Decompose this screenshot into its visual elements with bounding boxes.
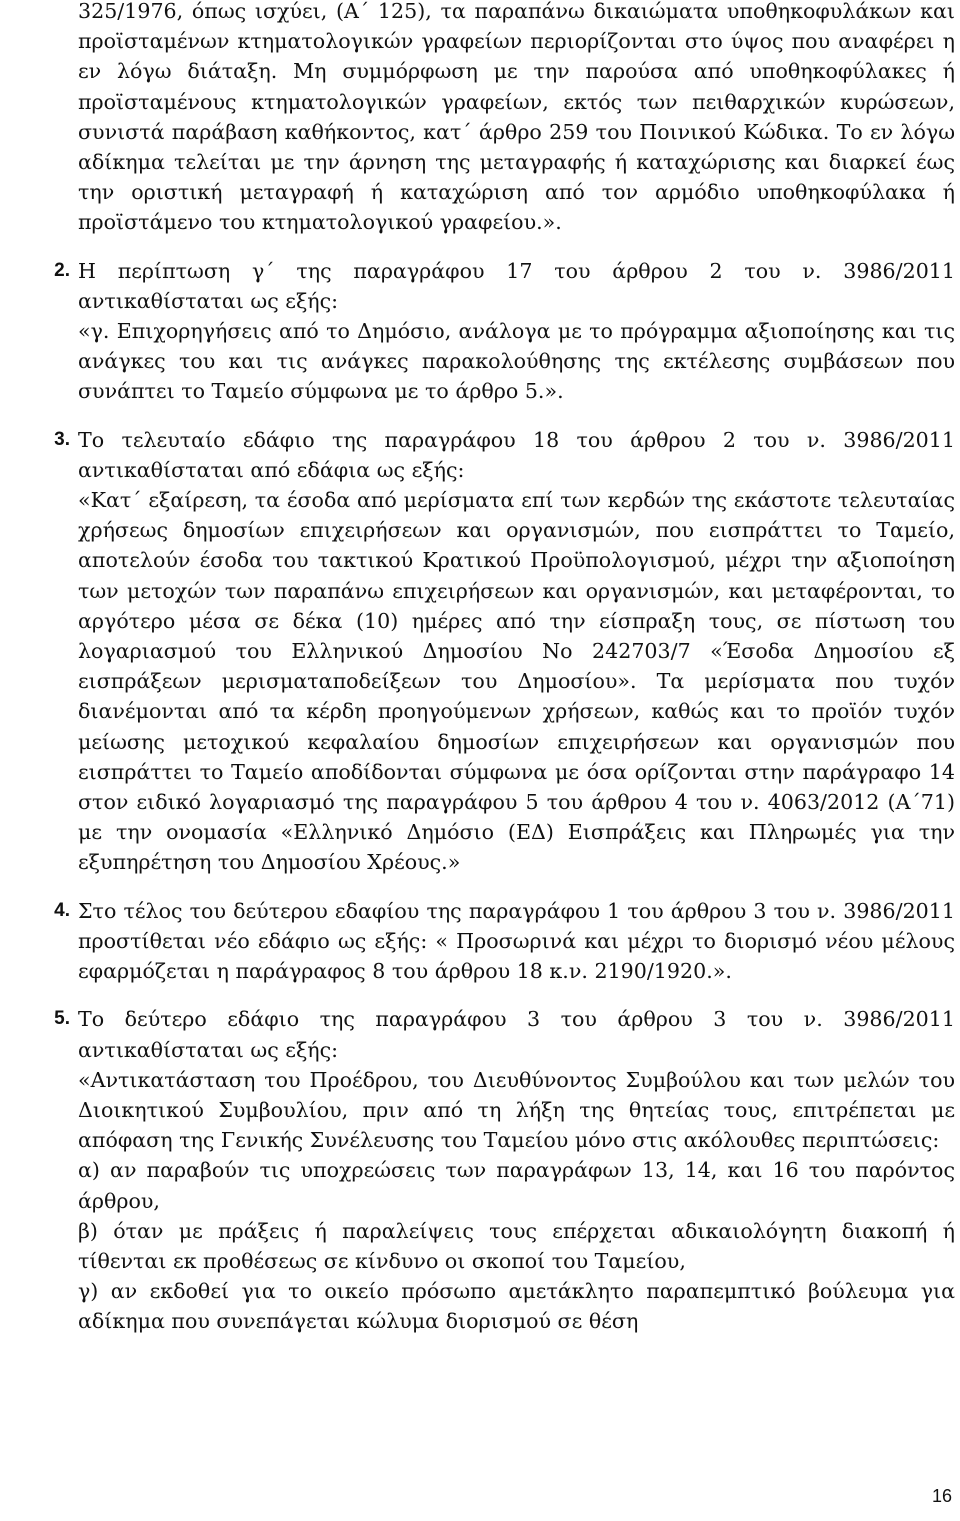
paragraph-text: 325/1976, όπως ισχύει, (Α΄ 125), τα παραπάνω δικαιώματα υποθηκοφυλάκων και προϊσταμένων κτηματολογικών γραφείων περιορίζονται στο ύψος που αναφέρει η εν λόγω διάταξη. Μη συμμόρφωση με την παρούσα από υποθηκοφύλακες ή προϊσταμένους κτηματολογικών γραφείων, εκτός των πειθαρχικών κυρώσεων, συνιστά παράβαση καθήκοντος, κατ΄ άρθρο 259 του Ποινικού Κώδικα. Το εν λόγω αδίκημα τελείται με την άρνηση της μεταγραφής ή καταχώρισης και διαρκεί έως την οριστική μεταγραφή ή καταχώριση από τον αρμόδιο υποθηκοφύλακα ή προϊστάμενο του κτηματολογικού γραφείου.». <box>78 0 955 235</box>
paragraph-line: Το δεύτερο εδάφιο της παραγράφου 3 του άρθρου 3 του ν. 3986/2011 αντικαθίσταται ως εξής: <box>78 1007 955 1062</box>
document-page <box>54 0 955 1337</box>
paragraph-line: «γ. Επιχορηγήσεις από το Δημόσιο, ανάλογα με το πρόγραμμα αξιοποίησης και τις ανάγκες του και τις ανάγκες παρακολούθησης της εκτέλεσης συμβάσεων που συνάπτει το Ταμείο σύμφωνα με το άρθρο 5.». <box>78 319 955 404</box>
paragraph-intro <box>78 0 955 238</box>
paragraph-line: «Κατ΄ εξαίρεση, τα έσοδα από μερίσματα επί των κερδών της εκάστοτε τελευταίας χρήσεως δημοσίων επιχειρήσεων και οργανισμών, που εισπράττει το Ταμείο, αποτελούν έσοδα του τακτικού Κρατικού Προϋπολογισμού, μέχρι την αξιοποίηση των μετοχών των παραπάνω επιχειρήσεων και οργανισμών, και μεταφέρονται, το αργότερο μέσα σε δέκα (10) ημέρες από την είσπραξη τους, σε πίστωση του λογαριασμού του Ελληνικού Δημοσίου Νο 242703/7 «Έσοδα Δημοσίου εξ εισπράξεων μερισματαποδείξεων του Δημοσίου». Τα μερίσματα που τυχόν διανέμονται από τα κέρδη προηγούμενων χρήσεων, καθώς και το προϊόν τυχόν μείωσης μετοχικού κεφαλαίου δημοσίων επιχειρήσεων και οργανισμών που εισπράττει το Ταμείο αποδίδονται σύμφωνα με όσα ορίζονται στην παράγραφο 14 στον ειδικό λογαριασμό της παραγράφου 5 του άρθρου 4 του ν. 4063/2012 (Α΄71) με την ονομασία «Ελληνικό Δημόσιο (ΕΔ) Εισπράξεις και Πληρωμές για την εξυπηρέτηση του Δημοσίου Χρέους.» <box>78 488 955 875</box>
paragraph-line: Το τελευταίο εδάφιο της παραγράφου 18 του άρθρου 2 του ν. 3986/2011 αντικαθίσταται από εδάφια ως εξής: <box>78 427 955 482</box>
numbered-paragraph-5 <box>54 1004 955 1336</box>
paragraph-line: Στο τέλος του δεύτερου εδαφίου της παραγράφου 1 του άρθρου 3 του ν. 3986/2011 προστίθεται νέο εδάφιο ως εξής: « Προσωρινά και μέχρι το διορισμό νέου μέλους εφαρμόζεται η παράγραφος 8 του άρθρου 18 κ.ν. 2190/1920.». <box>78 898 955 984</box>
page-number: 16 <box>931 1486 952 1506</box>
paragraph-number: 5. <box>54 1008 70 1030</box>
paragraph-line: «Αντικατάσταση του Προέδρου, του Διευθύνοντος Συμβούλου και των μελών του Διοικητικού Συμβουλίου, πριν από τη λήξη της θητείας τους, επιτρέπεται με απόφαση της Γενικής Συνέλευσης του Ταμείου μόνο στις ακόλουθες περιπτώσεις: <box>78 1067 955 1153</box>
paragraph-line: γ) αν εκδοθεί για το οικείο πρόσωπο αμετάκλητο παραπεμπτικό βούλευμα για αδίκημα που συνεπάγεται κώλυμα διορισμού σε θέση <box>78 1279 955 1334</box>
paragraph-number: 3. <box>54 428 70 450</box>
numbered-paragraph-2 <box>54 256 955 407</box>
paragraph-line: α) αν παραβούν τις υποχρεώσεις των παραγράφων 13, 14, και 16 του παρόντος άρθρου, <box>78 1158 955 1213</box>
paragraph-line: β) όταν με πράξεις ή παραλείψεις τους επέρχεται αδικαιολόγητη διακοπή ή τίθενται εκ προθέσεως σε κίνδυνο οι σκοποί του Ταμείου, <box>78 1218 955 1273</box>
paragraph-number: 4. <box>54 899 70 921</box>
numbered-paragraph-4 <box>54 896 955 987</box>
numbered-paragraph-3 <box>54 425 955 878</box>
paragraph-number: 2. <box>54 259 70 281</box>
paragraph-line: Η περίπτωση γ΄ της παραγράφου 17 του άρθρου 2 του ν. 3986/2011 αντικαθίσταται ως εξής: <box>78 258 955 313</box>
